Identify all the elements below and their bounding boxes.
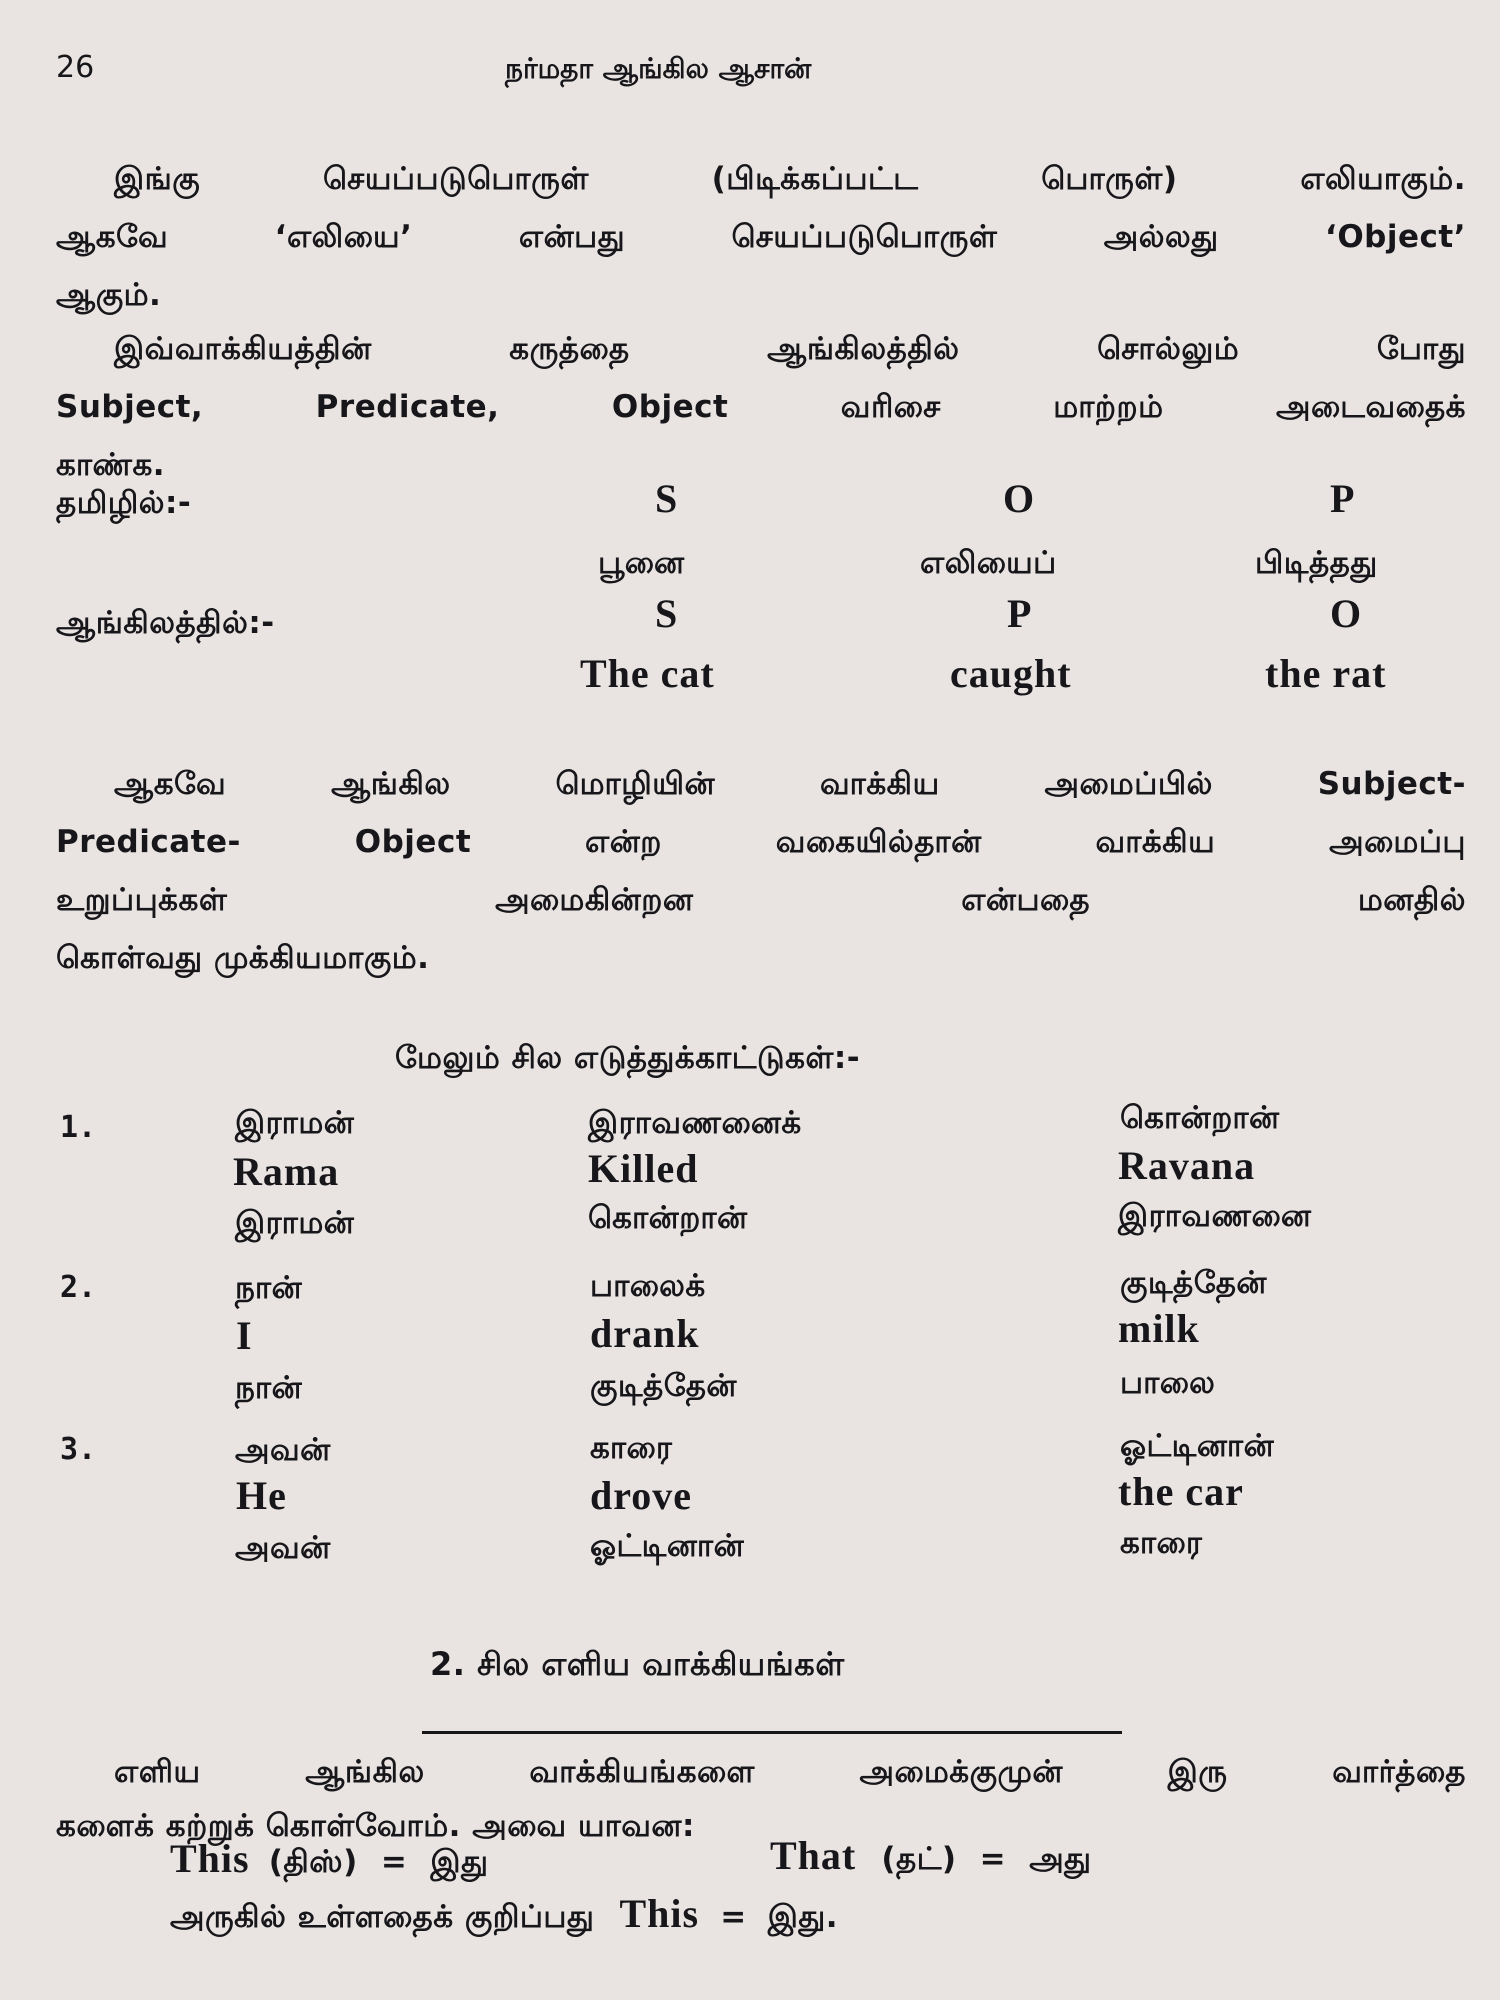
example-reordered: ஓட்டினான் bbox=[590, 1528, 745, 1564]
order-letter: O bbox=[1003, 476, 1036, 521]
example-reordered: காரை bbox=[1120, 1525, 1203, 1561]
paragraph-line: இவ்வாக்கியத்தின் கருத்தை ஆங்கிலத்தில் சொல்லும் போது bbox=[114, 331, 1466, 367]
page-number: 26 bbox=[56, 50, 95, 85]
example-english: drank bbox=[590, 1311, 700, 1356]
equals-sign: = bbox=[380, 1844, 408, 1880]
paragraph-line: இங்கு செயப்படுபொருள் (பிடிக்கப்பட்ட பொருள்) எலியாகும். bbox=[114, 161, 1466, 197]
example-reordered: அவன் bbox=[235, 1530, 331, 1566]
paragraph-line: ஆகும். bbox=[56, 277, 162, 313]
example-tamil: காரை bbox=[590, 1430, 673, 1466]
that-pronunciation: (தட்) bbox=[881, 1841, 957, 1877]
running-head: நர்மதா ஆங்கில ஆசான் bbox=[505, 52, 812, 85]
that-meaning: அது bbox=[1029, 1841, 1092, 1877]
paragraph-line: களைக் கற்றுக் கொள்வோம். அவை யாவன: bbox=[56, 1808, 695, 1844]
paragraph-line: காண்க. bbox=[56, 447, 166, 483]
word-order-paragraph bbox=[56, 320, 1466, 494]
example-tamil: இராமன் bbox=[235, 1105, 355, 1141]
order-letter: P bbox=[1330, 476, 1356, 521]
usage-text: அருகில் உள்ளதைக் குறிப்பது bbox=[170, 1899, 595, 1935]
english-word: The cat bbox=[580, 651, 715, 696]
usage-word: This bbox=[619, 1891, 700, 1936]
this-usage-line bbox=[170, 1890, 838, 1939]
this-word: This bbox=[170, 1836, 250, 1881]
tamil-word: எலியைப் bbox=[920, 545, 1057, 581]
example-reordered: குடித்தேன் bbox=[590, 1368, 737, 1404]
example-reordered: இராவணனை bbox=[1118, 1198, 1312, 1234]
order-letter: P bbox=[1007, 591, 1033, 636]
this-definition bbox=[170, 1835, 488, 1884]
paragraph-line: ஆகவே ஆங்கில மொழியின் வாக்கிய அமைப்பில் Subject- bbox=[114, 766, 1466, 802]
english-label: ஆங்கிலத்தில்:- bbox=[56, 605, 275, 641]
equals-sign: = bbox=[979, 1841, 1007, 1877]
example-english: the car bbox=[1118, 1469, 1244, 1514]
tamil-word: பூனை bbox=[598, 545, 685, 581]
example-number: 3. bbox=[60, 1432, 97, 1467]
that-word: That bbox=[770, 1833, 857, 1878]
example-tamil: பாலைக் bbox=[590, 1268, 706, 1304]
example-english: I bbox=[236, 1313, 253, 1358]
example-english: Killed bbox=[588, 1146, 699, 1191]
english-word: caught bbox=[950, 651, 1072, 696]
order-letter: S bbox=[655, 591, 679, 636]
usage-meaning: இது. bbox=[767, 1899, 839, 1935]
example-english: Ravana bbox=[1118, 1143, 1256, 1188]
paragraph-line: கொள்வது முக்கியமாகும். bbox=[56, 940, 430, 976]
example-english: milk bbox=[1118, 1306, 1200, 1351]
example-reordered: கொன்றான் bbox=[588, 1200, 748, 1236]
paragraph-line: எளிய ஆங்கில வாக்கியங்களை அமைக்குமுன் இரு வார்த்தை bbox=[114, 1754, 1466, 1790]
heading-underline bbox=[422, 1731, 1122, 1734]
paragraph-line: ஆகவே ‘எலியை’ என்பது செயப்படுபொருள் அல்லது ‘Object’ bbox=[56, 219, 1466, 255]
example-reordered: இராமன் bbox=[235, 1205, 355, 1241]
example-tamil: அவன் bbox=[235, 1432, 331, 1468]
order-letter: S bbox=[655, 476, 679, 521]
example-tamil: இராவணனைக் bbox=[588, 1105, 802, 1141]
paragraph-line: Predicate- Object என்ற வகையில்தான் வாக்கிய அமைப்பு bbox=[56, 824, 1466, 860]
tamil-label: தமிழில்:- bbox=[56, 485, 192, 521]
tamil-word: பிடித்தது bbox=[1255, 545, 1378, 581]
intro-paragraph bbox=[56, 150, 1466, 324]
example-number: 1. bbox=[60, 1110, 97, 1145]
example-number: 2. bbox=[60, 1270, 97, 1305]
example-tamil: குடித்தேன் bbox=[1120, 1265, 1267, 1301]
example-tamil: கொன்றான் bbox=[1120, 1100, 1280, 1136]
english-word: the rat bbox=[1265, 651, 1387, 696]
example-tamil: ஓட்டினான் bbox=[1120, 1428, 1275, 1464]
that-definition bbox=[770, 1832, 1092, 1881]
equals-sign: = bbox=[720, 1899, 747, 1935]
paragraph-line: உறுப்புக்கள் அமைகின்றன என்பதை மனதில் bbox=[56, 882, 1466, 918]
example-reordered: நான் bbox=[235, 1370, 303, 1406]
this-pronunciation: (திஸ்) bbox=[268, 1844, 358, 1880]
example-reordered: பாலை bbox=[1120, 1365, 1216, 1401]
order-letter: O bbox=[1330, 591, 1363, 636]
section-heading: 2. சில எளிய வாக்கியங்கள் bbox=[430, 1645, 845, 1683]
example-english: drove bbox=[590, 1473, 693, 1518]
paragraph-line: Subject, Predicate, Object வரிசை மாற்றம் அடைவதைக் bbox=[56, 389, 1466, 425]
example-english: Rama bbox=[233, 1149, 340, 1194]
examples-heading: மேலும் சில எடுத்துக்காட்டுகள்:- bbox=[395, 1040, 861, 1076]
example-tamil: நான் bbox=[235, 1270, 303, 1306]
example-english: He bbox=[236, 1473, 287, 1518]
this-meaning: இது bbox=[430, 1844, 489, 1880]
conclusion-paragraph bbox=[56, 755, 1466, 987]
